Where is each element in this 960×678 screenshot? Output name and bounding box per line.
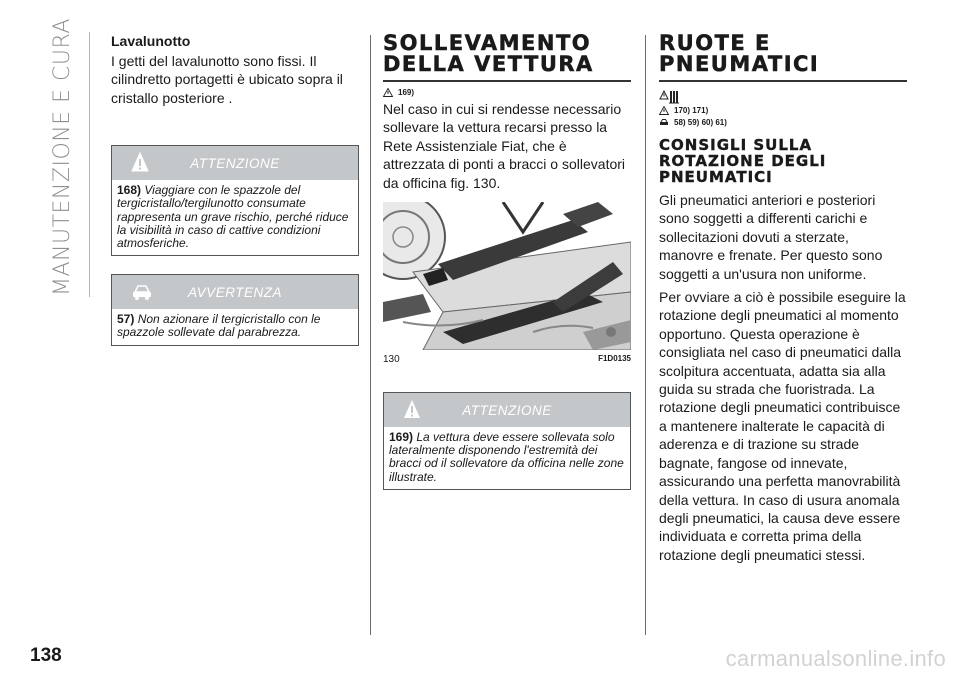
warning-ref: 169) — [398, 88, 415, 97]
tire-icon — [659, 90, 681, 104]
warning-triangle-icon — [131, 152, 149, 172]
page-number: 138 — [30, 645, 62, 666]
car-caution-icon — [131, 281, 153, 301]
caution-box-title: AVVERTENZA — [187, 284, 283, 300]
warning-triangle-icon — [383, 88, 393, 97]
warning-box-header — [112, 146, 358, 180]
subtitle-lavalunotto: Lavalunotto — [111, 33, 191, 49]
column-1 — [111, 33, 359, 346]
heading-sollevamento: SOLLEVAMENTO DELLA VETTURA — [383, 33, 631, 82]
warning-box-title: ATTENZIONE — [190, 155, 280, 171]
sollevamento-paragraph: Nel caso in cui si rendesse necessario sollevare la vettura recarsi presso la Rete Assistenziale Fiat, che è attrezzata di ponti a bracci o sollevatori da officina fig. 130. — [383, 101, 626, 191]
column-divider — [370, 35, 371, 635]
car-underbody-illustration — [383, 202, 631, 350]
lavalunotto-paragraph: I getti del lavalunotto sono fissi. Il cilindretto portagetti è ubicato sopra il cristallo posteriore . — [111, 53, 343, 106]
warning-text: Viaggiare con le spazzole del tergicristallo/tergilunotto consumate rappresenta un grave rischio, perché riduce la visibilità in caso di cattive condizioni atmosferiche. — [117, 183, 349, 251]
figure-code: F1D0135 — [598, 354, 631, 364]
caution-number: 57) — [117, 312, 135, 327]
watermark: carmanualsonline.info — [725, 646, 946, 671]
caution-box — [111, 274, 359, 345]
warning-text: La vettura deve essere sollevata solo lateralmente disponendo l'estremità dei bracci od il sollevatore da officina nelle zone illustrate. — [389, 430, 624, 484]
rotazione-paragraph-2: Per ovviare a ciò è possibile eseguire la rotazione degli pneumatici al momento opportuno. Questa operazione è consigliata nel caso di pneumatici dalla scolpitura accentuata, adatta sia alla guida su strada che fuoristrada. La rotazione degli pneumatici contribuisce a mantenere inalterate le capacità di aderenza e di trazione su strade bagnate, fangose od innevate, assicurando una perfetta manovrabilità della vettura. In caso di usura anomala degli pneumatici, la causa deve essere individuata e corretta prima della rotazione degli pneumatici stessi. — [659, 289, 906, 563]
caution-box-header — [112, 275, 358, 309]
column-3 — [659, 33, 907, 564]
column-2 — [383, 33, 631, 490]
section-title: MANUTENZIONE E CURA — [50, 18, 75, 296]
subheading-rotazione: CONSIGLI SULLA ROTAZIONE DEGLI PNEUMATICI — [659, 136, 827, 186]
figure-lift-points — [383, 202, 631, 350]
warning-box-header — [384, 393, 630, 427]
warning-number: 169) — [389, 430, 414, 445]
caution-text: Non azionare il tergicristallo con le spazzole sollevate dal parabrezza. — [117, 312, 321, 340]
warning-triangle-icon — [659, 106, 669, 115]
caution-refs: 58) 59) 60) 61) — [674, 118, 727, 127]
rotazione-paragraph-1: Gli pneumatici anteriori e posteriori sono soggetti a differenti carichi e sollecitazioni dovuti a sterzate, manovre e frenate. Per questo sono soggetti a un'usura non uniforme. — [659, 192, 883, 282]
warning-number: 168) — [117, 183, 142, 198]
warning-box — [111, 145, 359, 256]
figure-number: 130 — [383, 354, 400, 366]
warning-box-title: ATTENZIONE — [462, 402, 552, 418]
heading-ruote: RUOTE E PNEUMATICI — [659, 33, 907, 82]
sidebar-divider — [89, 32, 90, 297]
column-divider — [645, 35, 646, 635]
warning-triangle-icon — [403, 399, 421, 419]
warning-box — [383, 392, 631, 490]
warning-refs: 170) 171) — [674, 106, 709, 115]
car-caution-icon — [659, 118, 669, 127]
